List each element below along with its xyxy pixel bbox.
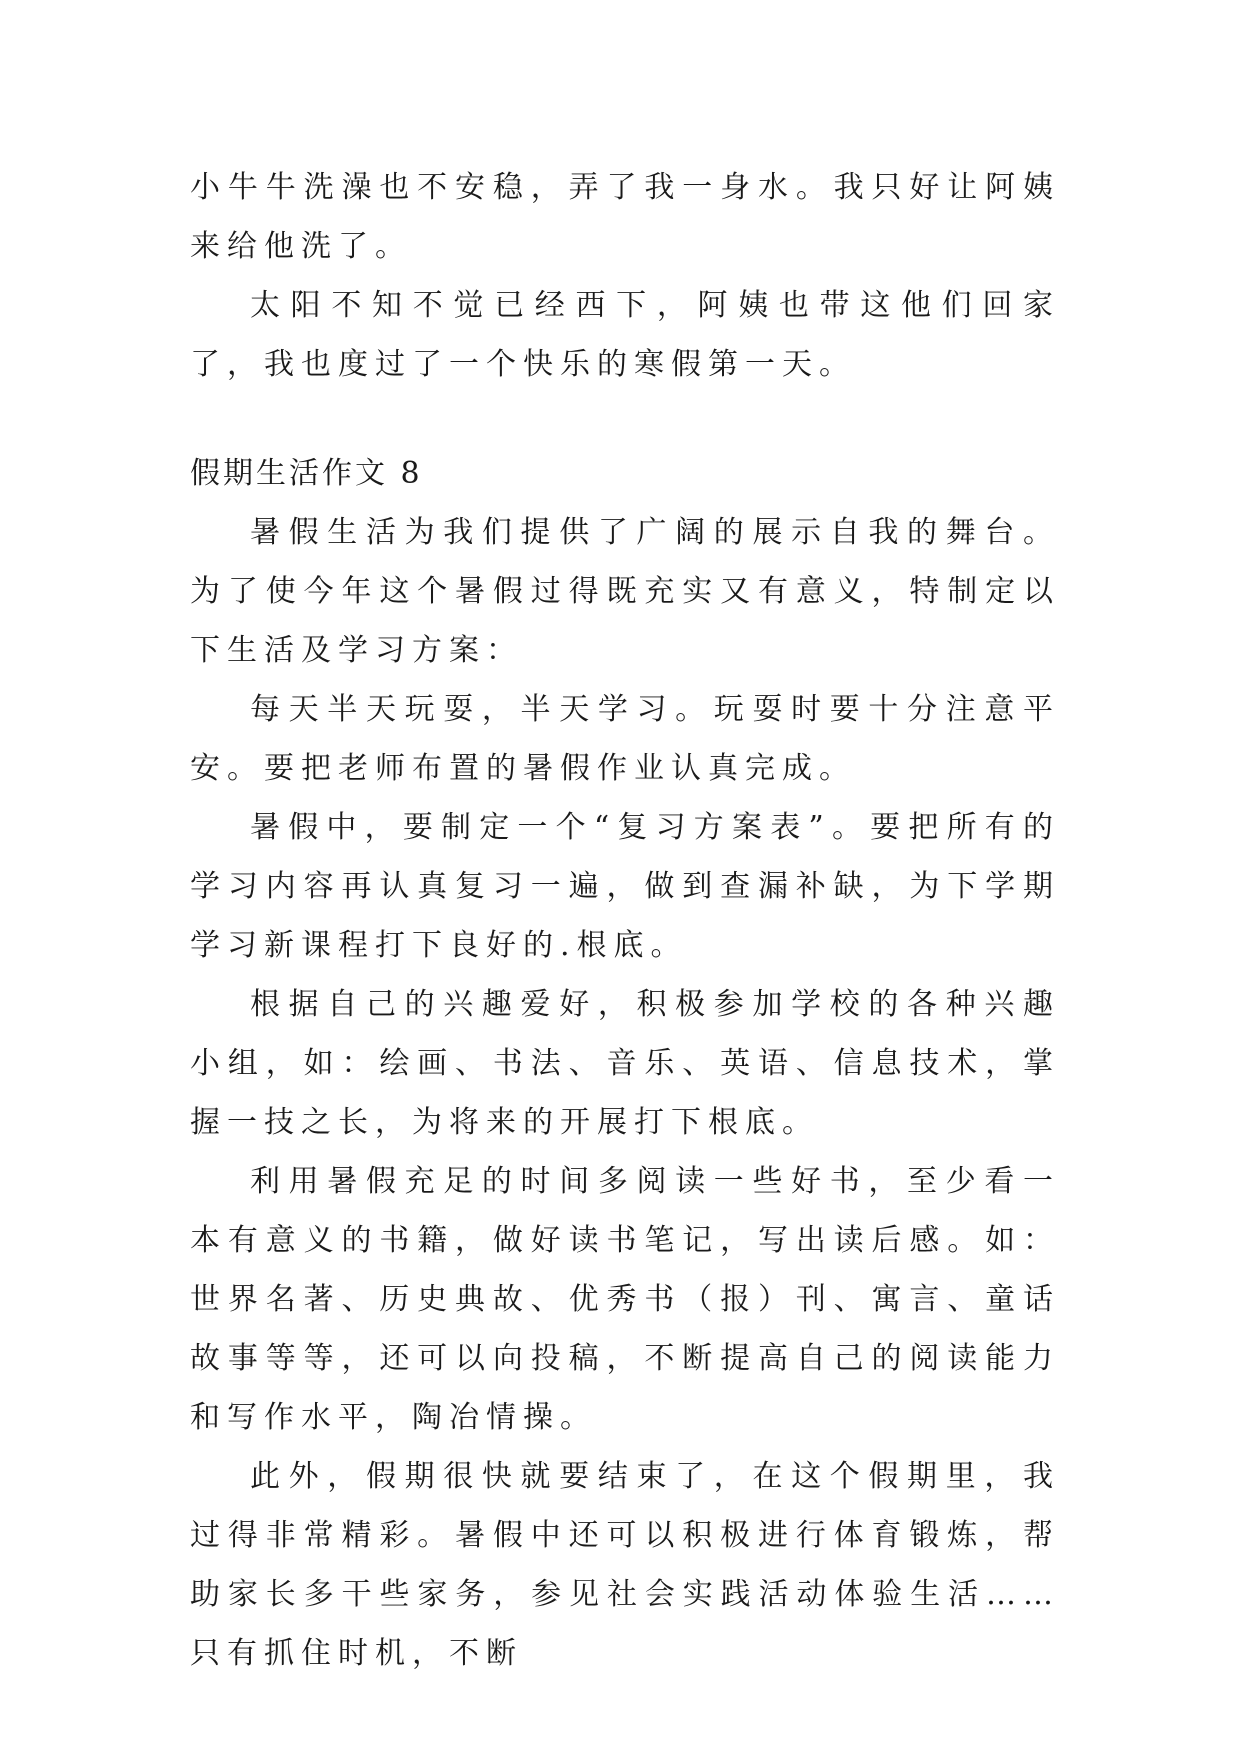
paragraph-conclusion: 此外，假期很快就要结束了，在这个假期里，我过得非常精彩。暑假中还可以积极进行体育锻炼，帮助家长多干些家务，参见社会实践活动体验生活……只有抓住时机，不断 [190,1459,1060,1671]
paragraph-reading: 利用暑假充足的时间多阅读一些好书，至少看一本有意义的书籍，做好读书笔记，写出读后感。如：世界名著、历史典故、优秀书（报）刊、寓言、童话故事等等，还可以向投稿，不断提高自己的阅读能力和写作水平，陶冶情操。 [190,1164,1060,1435]
paragraph-sunset: 太阳不知不觉已经西下，阿姨也带这他们回家了，我也度过了一个快乐的寒假第一天。 [190,288,1060,382]
paragraph-review-plan: 暑假中，要制定一个“复习方案表”。要把所有的学习内容再认真复习一遍，做到查漏补缺，为下学期学习新课程打下良好的.根底。 [190,810,1060,963]
paragraph-continued: 小牛牛洗澡也不安稳，弄了我一身水。我只好让阿姨来给他洗了。 [190,170,1060,264]
document-page [190,158,1060,1683]
section-gap [190,394,1060,444]
paragraph-daily-plan: 每天半天玩耍，半天学习。玩耍时要十分注意平安。要把老师布置的暑假作业认真完成。 [190,692,1060,786]
section-title: 假期生活作文 8 [190,456,423,491]
paragraph-intro: 暑假生活为我们提供了广阔的展示自我的舞台。为了使今年这个暑假过得既充实又有意义，特制定以下生活及学习方案： [190,515,1060,668]
paragraph-interests: 根据自己的兴趣爱好，积极参加学校的各种兴趣小组，如：绘画、书法、音乐、英语、信息技术，掌握一技之长，为将来的开展打下根底。 [190,987,1060,1140]
